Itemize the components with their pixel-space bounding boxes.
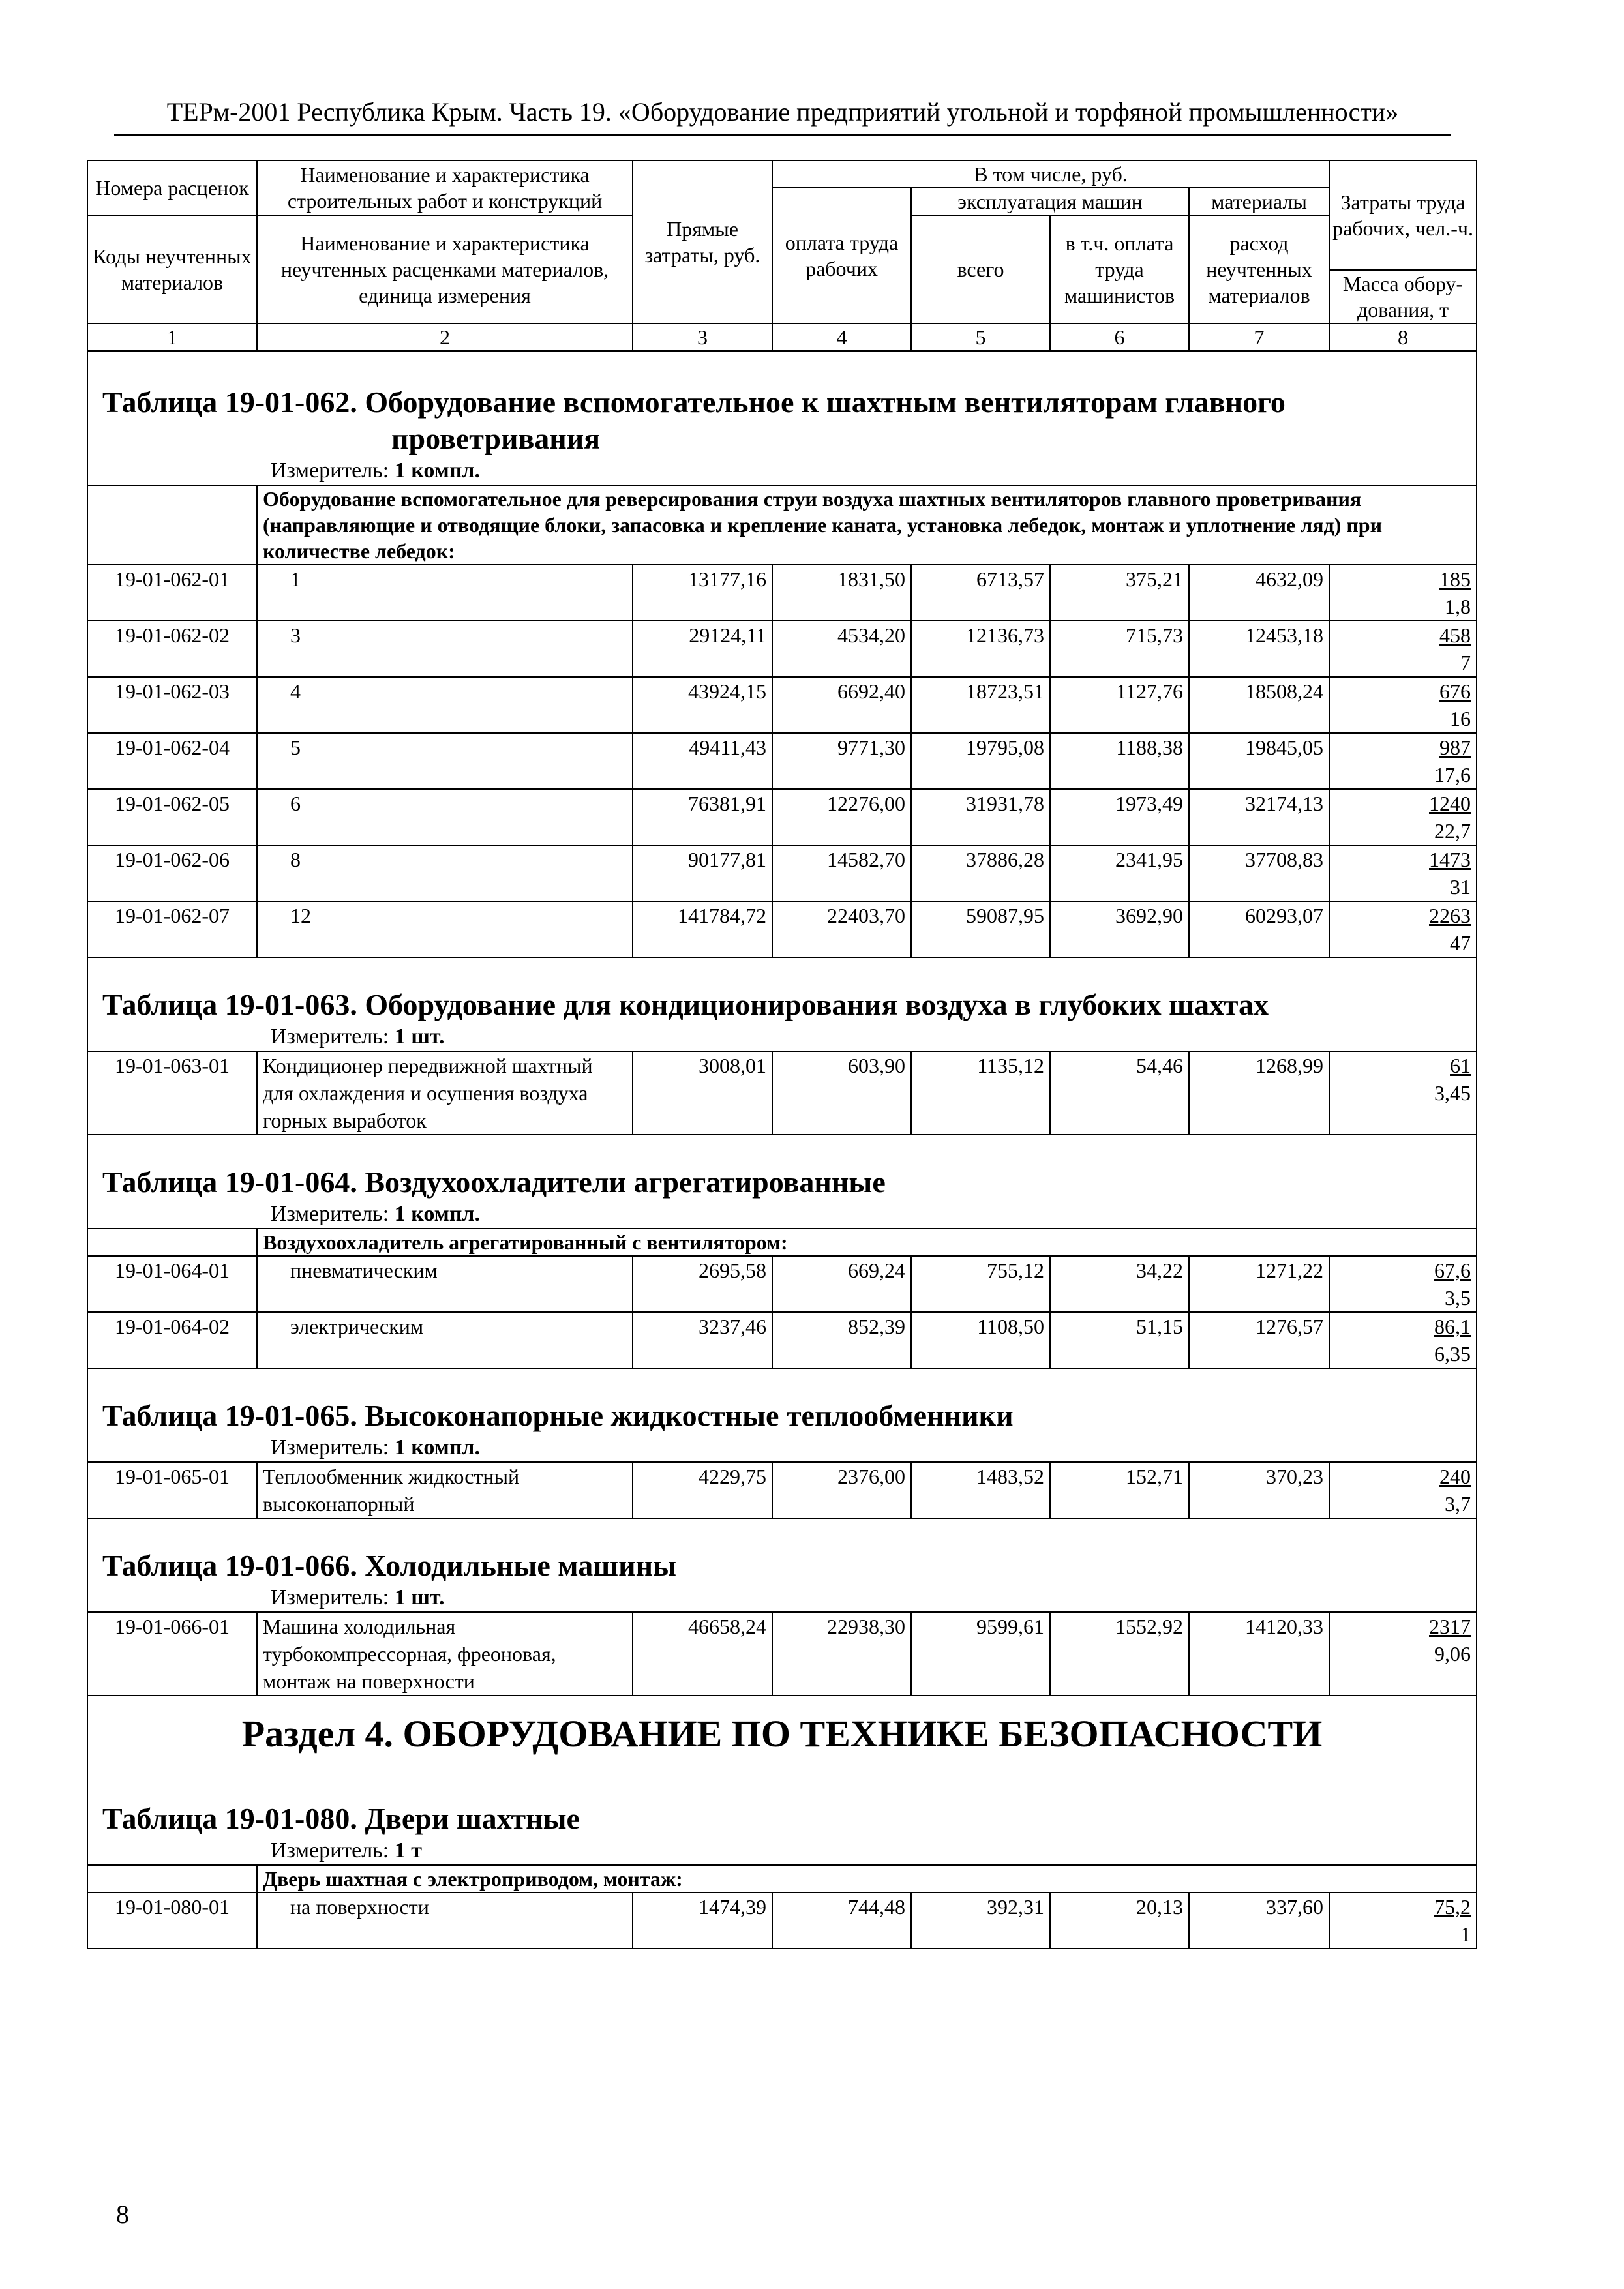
machines-total: 1108,50 [911, 1312, 1050, 1368]
work-name: Машина холодильная турбокомпрессорная, фреоновая, монтаж на поверхности [257, 1612, 633, 1696]
materials-use: 1276,57 [1189, 1312, 1329, 1368]
labor-mass-cell [1329, 1256, 1477, 1312]
wages: 14582,70 [772, 845, 911, 901]
labor-costs: 240 [1439, 1465, 1471, 1488]
rate-code: 19-01-064-02 [87, 1312, 257, 1368]
work-name: 5 [257, 733, 633, 789]
table-row [87, 789, 1477, 845]
direct-costs: 13177,16 [633, 565, 772, 621]
materials-use: 19845,05 [1189, 733, 1329, 789]
measure-value: 1 т [394, 1838, 422, 1863]
rate-code: 19-01-062-05 [87, 789, 257, 845]
work-name: пневматическим [257, 1256, 633, 1312]
labor-mass-cell [1329, 1612, 1477, 1696]
table-title-text: Таблица 19-01-065. Высоконапорные жидкостные теплообменники [102, 1399, 1014, 1432]
table-row [87, 1462, 1477, 1518]
machines-total: 1483,52 [911, 1462, 1050, 1518]
table-heading-cell [87, 1368, 1477, 1462]
rate-code: 19-01-065-01 [87, 1462, 257, 1518]
table-heading-cell [87, 1518, 1477, 1612]
table-row [87, 901, 1477, 957]
machinists-wages: 2341,95 [1050, 845, 1189, 901]
col-header-machines-total: всего [911, 215, 1050, 323]
rate-code: 19-01-062-02 [87, 621, 257, 677]
machinists-wages: 715,73 [1050, 621, 1189, 677]
materials-use: 370,23 [1189, 1462, 1329, 1518]
table-row [87, 1256, 1477, 1312]
wages: 12276,00 [772, 789, 911, 845]
rate-code: 19-01-062-03 [87, 677, 257, 733]
machines-total: 59087,95 [911, 901, 1050, 957]
equipment-mass: 6,35 [1434, 1342, 1471, 1366]
col-header-material-names: Наименование и характеристика неучтенных расценками материалов, единица измерения [257, 215, 633, 323]
col-number: 4 [772, 323, 911, 351]
machines-total: 12136,73 [911, 621, 1050, 677]
wages: 22938,30 [772, 1612, 911, 1696]
group-code-cell [87, 485, 257, 565]
labor-costs: 67,6 [1434, 1259, 1471, 1282]
wages: 669,24 [772, 1256, 911, 1312]
rate-code: 19-01-080-01 [87, 1893, 257, 1949]
labor-mass-cell [1329, 1462, 1477, 1518]
equipment-mass: 31 [1450, 875, 1471, 899]
col-number: 1 [87, 323, 257, 351]
table-heading-cell [87, 1135, 1477, 1229]
labor-mass-cell [1329, 677, 1477, 733]
col-header-direct-costs: Прямые затраты, руб. [633, 160, 772, 323]
labor-costs: 1473 [1429, 848, 1471, 871]
materials-use: 18508,24 [1189, 677, 1329, 733]
measure-value: 1 компл. [394, 458, 481, 483]
materials-use: 337,60 [1189, 1893, 1329, 1949]
col-header-machinists: в т.ч. оплата труда машинистов [1050, 215, 1189, 323]
equipment-mass: 47 [1450, 931, 1471, 955]
estimate-table [87, 160, 1477, 1949]
col-header-labor: Затраты труда рабочих, чел.-ч. [1329, 160, 1477, 270]
measure-value: 1 шт. [394, 1025, 445, 1049]
labor-costs: 458 [1439, 623, 1471, 647]
wages: 744,48 [772, 1893, 911, 1949]
rate-code: 19-01-062-01 [87, 565, 257, 621]
table-row [87, 1612, 1477, 1696]
equipment-mass: 16 [1450, 707, 1471, 730]
work-name: 1 [257, 565, 633, 621]
direct-costs: 90177,81 [633, 845, 772, 901]
group-description: Оборудование вспомогательное для реверсирования струи воздуха шахтных вентиляторов главного проветривания (направляющие и отводящие блоки, запасовка и крепление каната, установка лебедок, монтаж и уплотнение ляд) при количестве лебедок: [263, 487, 1383, 563]
table-row [87, 733, 1477, 789]
rate-code: 19-01-062-04 [87, 733, 257, 789]
labor-mass-cell [1329, 789, 1477, 845]
materials-use: 37708,83 [1189, 845, 1329, 901]
table-heading-cell [87, 957, 1477, 1051]
labor-costs: 987 [1439, 736, 1471, 759]
table-title-text: Таблица 19-01-064. Воздухоохладители агрегатированные [102, 1165, 886, 1199]
machinists-wages: 34,22 [1050, 1256, 1189, 1312]
measure-label: Измеритель: [271, 1202, 389, 1226]
measure-unit [88, 1584, 1476, 1611]
labor-costs: 185 [1439, 567, 1471, 591]
col-number: 3 [633, 323, 772, 351]
machinists-wages: 20,13 [1050, 1893, 1189, 1949]
work-name: Кондиционер передвижной шахтный для охлаждения и осушения воздуха горных выработок [257, 1051, 633, 1135]
measure-label: Измеритель: [271, 1025, 389, 1049]
table-row [87, 621, 1477, 677]
col-number: 2 [257, 323, 633, 351]
machines-total: 9599,61 [911, 1612, 1050, 1696]
materials-use: 4632,09 [1189, 565, 1329, 621]
rate-code: 19-01-063-01 [87, 1051, 257, 1135]
table-title [88, 958, 1476, 1023]
equipment-mass: 3,5 [1445, 1286, 1471, 1309]
table-title [88, 1135, 1476, 1201]
equipment-mass: 3,7 [1445, 1492, 1471, 1516]
direct-costs: 3008,01 [633, 1051, 772, 1135]
equipment-mass: 1 [1460, 1922, 1471, 1946]
labor-costs: 1240 [1429, 792, 1471, 815]
table-title [88, 352, 1476, 457]
labor-mass-cell [1329, 901, 1477, 957]
col-header-codes: Номера расценок [87, 160, 257, 215]
labor-costs: 2317 [1429, 1615, 1471, 1638]
wages: 22403,70 [772, 901, 911, 957]
col-header-group: В том числе, руб. [772, 160, 1329, 188]
equipment-mass: 9,06 [1434, 1642, 1471, 1666]
measure-label: Измеритель: [271, 1585, 389, 1609]
labor-mass-cell [1329, 845, 1477, 901]
wages: 6692,40 [772, 677, 911, 733]
wages: 4534,20 [772, 621, 911, 677]
col-header-machines: эксплуатация машин [911, 188, 1189, 215]
col-header-material-codes: Коды неучтенных материалов [87, 215, 257, 323]
col-header-materials: материалы [1189, 188, 1329, 215]
table-heading-cell [87, 1772, 1477, 1865]
table-heading-cell [87, 351, 1477, 485]
wages: 2376,00 [772, 1462, 911, 1518]
machines-total: 1135,12 [911, 1051, 1050, 1135]
wages: 1831,50 [772, 565, 911, 621]
labor-mass-cell [1329, 1051, 1477, 1135]
wages: 9771,30 [772, 733, 911, 789]
table-row [87, 565, 1477, 621]
table-title [88, 1772, 1476, 1837]
equipment-mass: 22,7 [1434, 819, 1471, 843]
measure-label: Измеритель: [271, 1435, 389, 1459]
measure-unit [88, 457, 1476, 485]
measure-value: 1 компл. [394, 1435, 481, 1459]
machinists-wages: 3692,90 [1050, 901, 1189, 957]
table-title [88, 1519, 1476, 1584]
group-description: Воздухоохладитель агрегатированный с вентилятором: [263, 1231, 788, 1254]
machinists-wages: 1188,38 [1050, 733, 1189, 789]
measure-label: Измеритель: [271, 1838, 389, 1863]
table-title-continuation: проветривания [391, 422, 601, 455]
page-number: 8 [116, 2200, 129, 2229]
labor-mass-cell [1329, 733, 1477, 789]
col-header-wages: оплата труда рабочих [772, 188, 911, 323]
group-code-cell [87, 1865, 257, 1893]
direct-costs: 29124,11 [633, 621, 772, 677]
table-title-text: Таблица 19-01-063. Оборудование для кондиционирования воздуха в глубоких шахтах [102, 988, 1269, 1021]
labor-costs: 61 [1450, 1054, 1471, 1077]
machinists-wages: 152,71 [1050, 1462, 1189, 1518]
work-name: 6 [257, 789, 633, 845]
machines-total: 392,31 [911, 1893, 1050, 1949]
col-header-material-use: расход неучтенных материалов [1189, 215, 1329, 323]
labor-costs: 2263 [1429, 904, 1471, 927]
measure-unit [88, 1434, 1476, 1461]
machines-total: 755,12 [911, 1256, 1050, 1312]
table-title-text: Таблица 19-01-062. Оборудование вспомогательное к шахтным вентиляторам главного [102, 385, 1286, 419]
labor-mass-cell [1329, 621, 1477, 677]
labor-costs: 75,2 [1434, 1895, 1471, 1919]
machines-total: 37886,28 [911, 845, 1050, 901]
measure-label: Измеритель: [271, 458, 389, 483]
work-name: 3 [257, 621, 633, 677]
rate-code: 19-01-066-01 [87, 1612, 257, 1696]
labor-mass-cell [1329, 565, 1477, 621]
table-row [87, 1893, 1477, 1949]
labor-costs: 86,1 [1434, 1315, 1471, 1338]
header-rule [114, 134, 1451, 136]
equipment-mass: 3,45 [1434, 1081, 1471, 1105]
direct-costs: 4229,75 [633, 1462, 772, 1518]
direct-costs: 3237,46 [633, 1312, 772, 1368]
measure-unit [88, 1201, 1476, 1228]
materials-use: 60293,07 [1189, 901, 1329, 957]
section-heading: Раздел 4. ОБОРУДОВАНИЕ ПО ТЕХНИКЕ БЕЗОПАСНОСТИ [241, 1713, 1323, 1755]
direct-costs: 141784,72 [633, 901, 772, 957]
running-header: ТЕРм-2001 Республика Крым. Часть 19. «Оборудование предприятий угольной и торфяной промышленности» [166, 97, 1399, 127]
materials-use: 12453,18 [1189, 621, 1329, 677]
machinists-wages: 54,46 [1050, 1051, 1189, 1135]
machinists-wages: 375,21 [1050, 565, 1189, 621]
machines-total: 31931,78 [911, 789, 1050, 845]
group-description: Дверь шахтная с электроприводом, монтаж: [263, 1867, 683, 1891]
rate-code: 19-01-062-06 [87, 845, 257, 901]
table-row [87, 1051, 1477, 1135]
work-name: на поверхности [257, 1893, 633, 1949]
direct-costs: 46658,24 [633, 1612, 772, 1696]
rate-code: 19-01-062-07 [87, 901, 257, 957]
equipment-mass: 17,6 [1434, 763, 1471, 786]
direct-costs: 76381,91 [633, 789, 772, 845]
labor-mass-cell [1329, 1312, 1477, 1368]
table-row [87, 845, 1477, 901]
direct-costs: 43924,15 [633, 677, 772, 733]
direct-costs: 49411,43 [633, 733, 772, 789]
table-title-text: Таблица 19-01-066. Холодильные машины [102, 1549, 677, 1582]
group-code-cell [87, 1229, 257, 1256]
section-heading-cell [87, 1696, 1477, 1772]
equipment-mass: 1,8 [1445, 595, 1471, 618]
measure-unit [88, 1023, 1476, 1051]
wages: 603,90 [772, 1051, 911, 1135]
direct-costs: 2695,58 [633, 1256, 772, 1312]
machinists-wages: 51,15 [1050, 1312, 1189, 1368]
col-header-mass: Масса обору-дования, т [1329, 270, 1477, 323]
measure-value: 1 компл. [394, 1202, 481, 1226]
col-header-works: Наименование и характеристика строительных работ и конструкций [257, 160, 633, 215]
materials-use: 1268,99 [1189, 1051, 1329, 1135]
machinists-wages: 1127,76 [1050, 677, 1189, 733]
work-name: 12 [257, 901, 633, 957]
direct-costs: 1474,39 [633, 1893, 772, 1949]
measure-value: 1 шт. [394, 1585, 445, 1609]
col-number: 5 [911, 323, 1050, 351]
work-name: электрическим [257, 1312, 633, 1368]
rate-code: 19-01-064-01 [87, 1256, 257, 1312]
materials-use: 32174,13 [1189, 789, 1329, 845]
equipment-mass: 7 [1460, 651, 1471, 674]
wages: 852,39 [772, 1312, 911, 1368]
machines-total: 6713,57 [911, 565, 1050, 621]
work-name: 4 [257, 677, 633, 733]
machinists-wages: 1973,49 [1050, 789, 1189, 845]
labor-costs: 676 [1439, 680, 1471, 703]
col-number: 6 [1050, 323, 1189, 351]
work-name: Теплообменник жидкостный высоконапорный [257, 1462, 633, 1518]
machinists-wages: 1552,92 [1050, 1612, 1189, 1696]
labor-mass-cell [1329, 1893, 1477, 1949]
table-title [88, 1369, 1476, 1434]
col-number: 8 [1329, 323, 1477, 351]
work-name: 8 [257, 845, 633, 901]
measure-unit [88, 1837, 1476, 1864]
table-row [87, 677, 1477, 733]
materials-use: 1271,22 [1189, 1256, 1329, 1312]
machines-total: 18723,51 [911, 677, 1050, 733]
machines-total: 19795,08 [911, 733, 1050, 789]
table-title-text: Таблица 19-01-080. Двери шахтные [102, 1802, 580, 1835]
materials-use: 14120,33 [1189, 1612, 1329, 1696]
table-row [87, 1312, 1477, 1368]
col-number: 7 [1189, 323, 1329, 351]
